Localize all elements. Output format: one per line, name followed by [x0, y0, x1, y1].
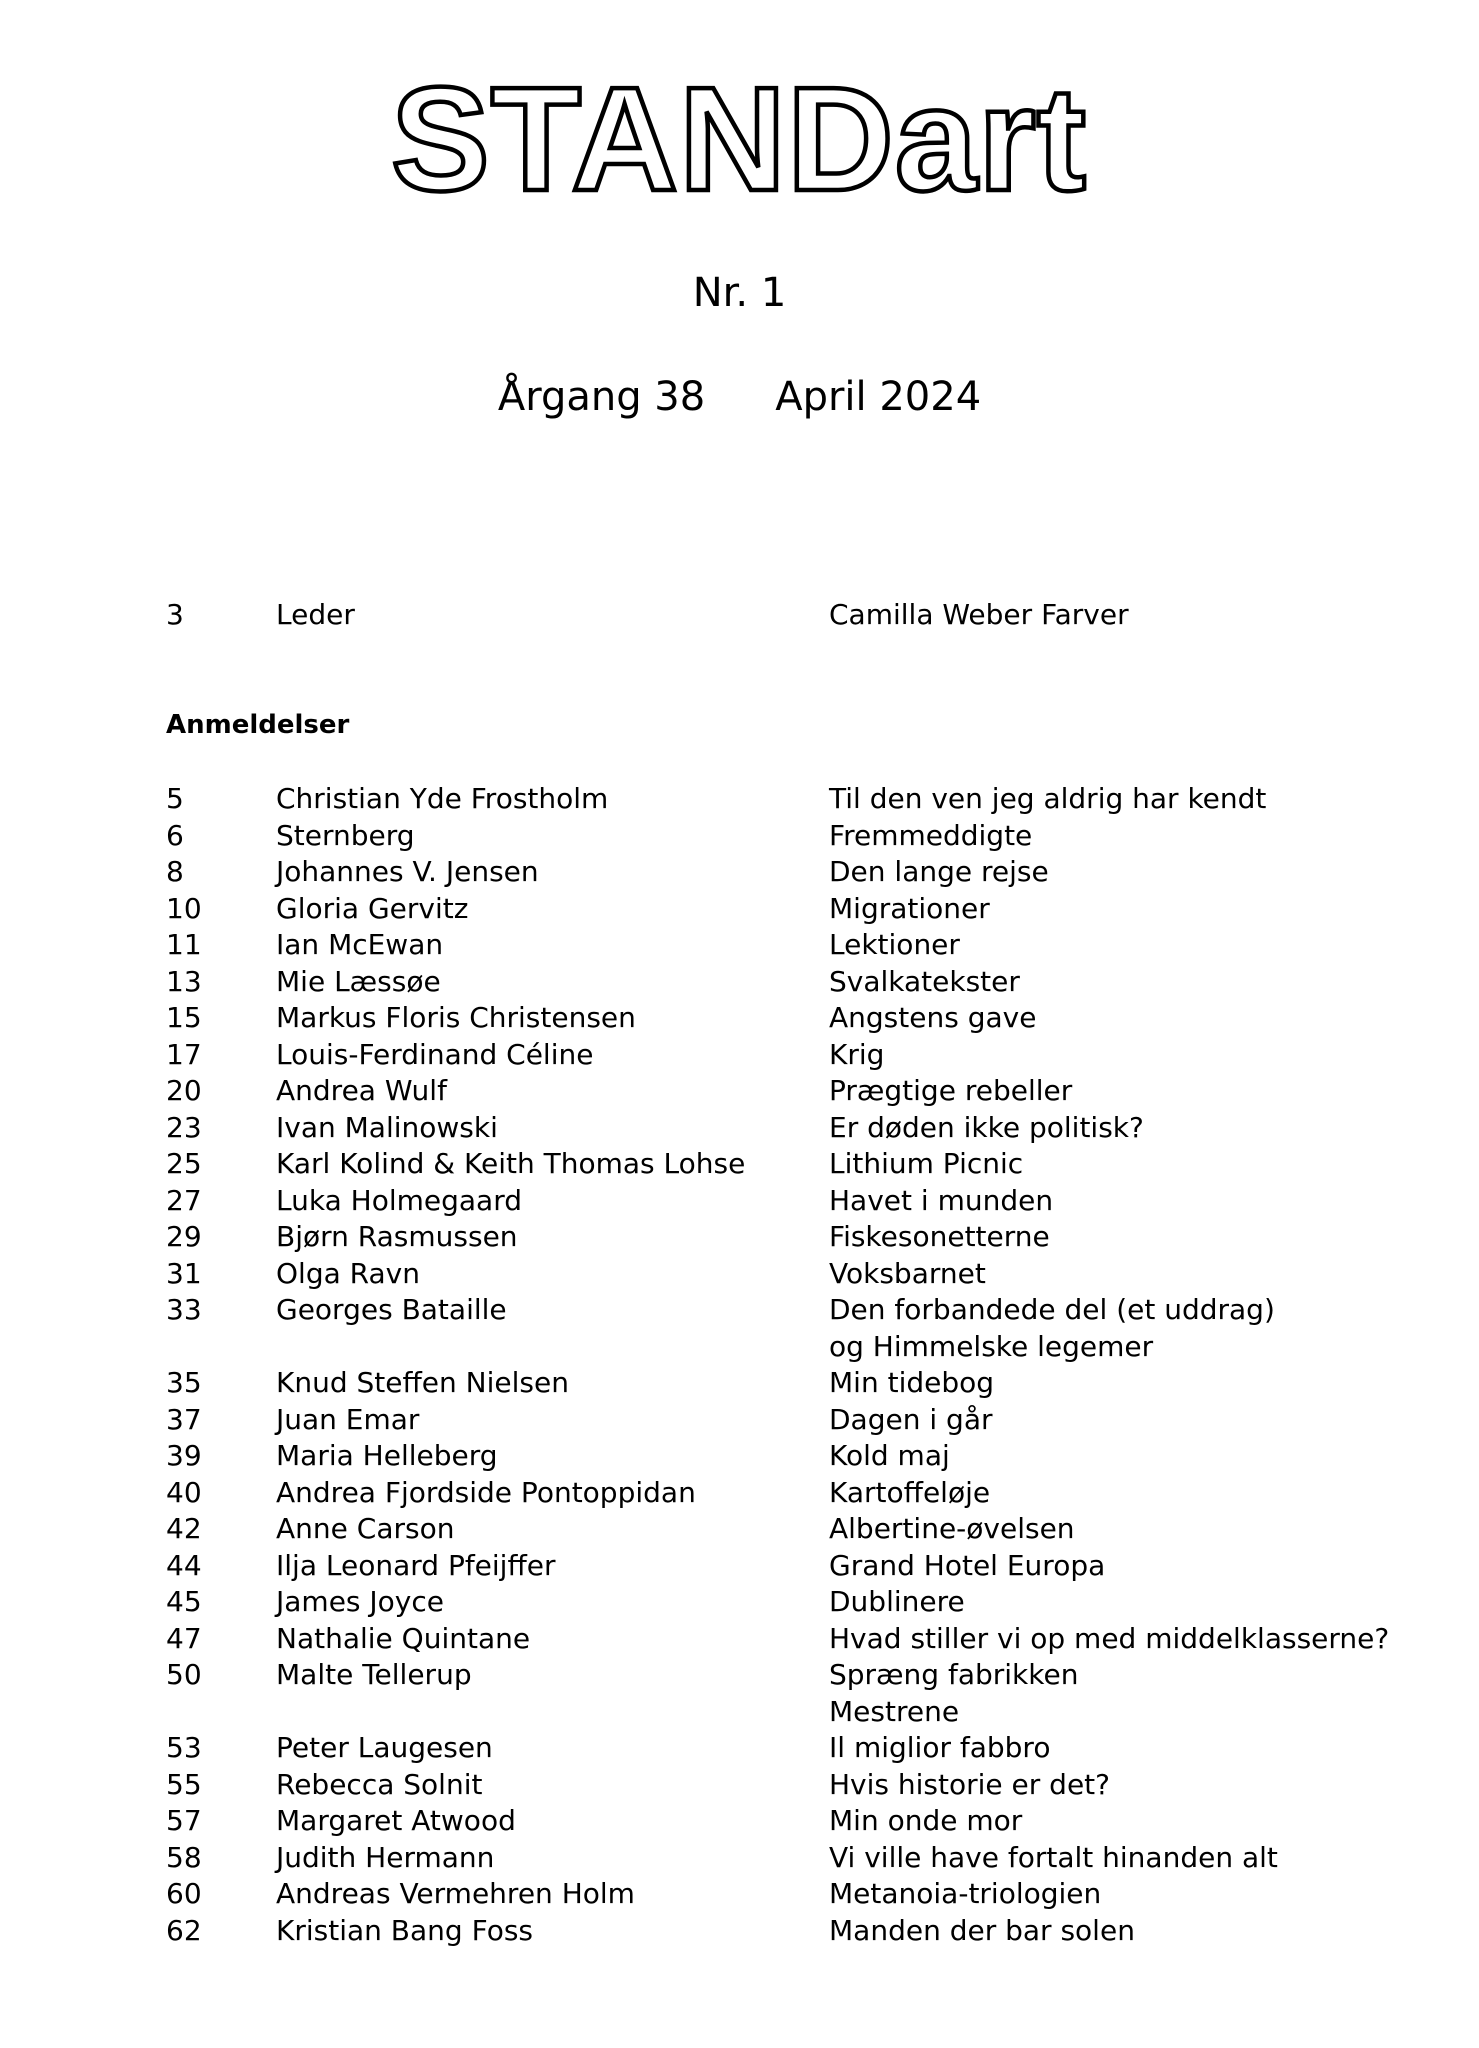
page-number: 35: [166, 1366, 202, 1399]
page-number: 39: [166, 1439, 202, 1472]
table-row: [0, 1182, 1479, 1219]
table-row: [0, 1912, 1479, 1949]
page-number: 40: [166, 1475, 202, 1509]
review-title: Den forbandede del (et uddrag): [829, 1293, 1275, 1326]
page-number: 5: [166, 782, 184, 815]
review-author: Juan Emar: [276, 1402, 420, 1436]
page-number: 8: [166, 855, 184, 888]
review-author: Judith Hermann: [276, 1840, 495, 1874]
review-author: Malte Tellerup: [276, 1658, 472, 1691]
review-title: Svalkatekster: [829, 964, 1020, 998]
page-number: 37: [166, 1402, 202, 1436]
page-number: 3: [166, 598, 184, 631]
review-title: Den lange rejse: [829, 855, 1049, 888]
page-number: 11: [166, 928, 202, 961]
page-number: 13: [166, 964, 202, 998]
table-row: [0, 1839, 1479, 1876]
page-number: 33: [166, 1293, 202, 1326]
review-title: Albertine-øvelsen: [829, 1512, 1075, 1545]
review-title: og Himmelske legemer: [829, 1329, 1154, 1363]
review-author: Margaret Atwood: [276, 1804, 516, 1837]
review-author: Bjørn Rasmussen: [276, 1220, 518, 1253]
review-author: Kristian Bang Foss: [276, 1913, 534, 1947]
review-author: Johannes V. Jensen: [276, 855, 539, 888]
entry-author: Camilla Weber Farver: [829, 598, 1129, 631]
review-title: Min onde mor: [829, 1804, 1023, 1837]
review-author: Andrea Fjordside Pontoppidan: [276, 1475, 696, 1509]
review-author: Anne Carson: [276, 1512, 455, 1545]
page-number: 20: [166, 1074, 202, 1107]
table-row: [0, 1802, 1479, 1839]
review-title: Metanoia-triologien: [829, 1877, 1102, 1910]
page-number: 29: [166, 1220, 202, 1253]
table-row: [0, 1036, 1479, 1073]
volume-label: Årgang 38: [497, 374, 706, 420]
page-number: 50: [166, 1658, 202, 1691]
table-row: [0, 1510, 1479, 1547]
table-row: [0, 1766, 1479, 1803]
issue-meta: [0, 374, 1479, 420]
review-author: Andreas Vermehren Holm: [276, 1877, 635, 1910]
entry-label: Leder: [276, 598, 355, 631]
page-number: 44: [166, 1548, 202, 1582]
review-title: Manden der bar solen: [829, 1913, 1135, 1947]
table-row: [0, 1583, 1479, 1620]
review-author: Peter Laugesen: [276, 1731, 493, 1764]
page-number: 53: [166, 1731, 202, 1764]
review-author: Ivan Malinowski: [276, 1110, 498, 1144]
review-title: Fremmeddigte: [829, 818, 1033, 852]
review-title: Prægtige rebeller: [829, 1074, 1073, 1107]
issue-number: Nr. 1: [692, 270, 787, 316]
page-number: 25: [166, 1147, 202, 1180]
table-row: [0, 1291, 1479, 1328]
review-author: Ilja Leonard Pfeijffer: [276, 1548, 556, 1582]
review-author: Andrea Wulf: [276, 1074, 447, 1107]
page-number: 57: [166, 1804, 202, 1837]
table-row: [0, 817, 1479, 854]
page-number: 47: [166, 1621, 202, 1655]
review-author: Knud Steffen Nielsen: [276, 1366, 569, 1399]
review-author: Louis-Ferdinand Céline: [276, 1037, 594, 1071]
review-title: Til den ven jeg aldrig har kendt: [829, 782, 1267, 815]
review-title: Krig: [829, 1037, 885, 1071]
review-title: Vi ville have fortalt hinanden alt: [829, 1840, 1278, 1874]
page-number: 6: [166, 818, 184, 852]
page-number: 55: [166, 1767, 202, 1801]
review-author: Olga Ravn: [276, 1256, 420, 1290]
review-author: Ian McEwan: [276, 928, 444, 961]
page-number: 42: [166, 1512, 202, 1545]
review-author: Gloria Gervitz: [276, 891, 469, 925]
review-author: Nathalie Quintane: [276, 1621, 531, 1655]
review-title: Spræng fabrikken: [829, 1658, 1079, 1691]
table-row: [0, 1401, 1479, 1438]
review-author: Georges Bataille: [276, 1293, 507, 1326]
review-title: Kold maj: [829, 1439, 950, 1472]
review-title: Fiskesonetterne: [829, 1220, 1050, 1253]
table-row: [0, 1656, 1479, 1693]
table-row: [0, 926, 1479, 963]
table-row: [0, 1364, 1479, 1401]
review-title: Kartoffeløje: [829, 1475, 991, 1509]
review-title: Hvad stiller vi op med middelklasserne?: [829, 1621, 1390, 1655]
review-title: Mestrene: [829, 1694, 960, 1728]
page-number: 58: [166, 1840, 202, 1874]
page-number: 45: [166, 1585, 202, 1618]
table-row: [0, 1218, 1479, 1255]
table-row: [0, 1547, 1479, 1584]
table-row: [0, 1255, 1479, 1292]
review-author: Christian Yde Frostholm: [276, 782, 609, 815]
issue-date: April 2024: [775, 374, 982, 420]
review-author: Luka Holmegaard: [276, 1183, 522, 1217]
review-author: James Joyce: [276, 1585, 444, 1618]
table-row: [0, 1693, 1479, 1730]
page-number: 31: [166, 1256, 202, 1290]
review-title: Dublinere: [829, 1585, 965, 1618]
review-title: Grand Hotel Europa: [829, 1548, 1106, 1582]
table-row: [0, 999, 1479, 1036]
table-row: [0, 963, 1479, 1000]
page-number: 27: [166, 1183, 202, 1217]
table-row: [0, 1729, 1479, 1766]
review-title: Min tidebog: [829, 1366, 995, 1399]
table-row: [0, 780, 1479, 817]
logo-text: STANDart: [391, 62, 1087, 212]
standart-logo: [0, 62, 1479, 212]
page-number: 15: [166, 1001, 202, 1034]
review-title: Voksbarnet: [829, 1256, 986, 1290]
table-row: [0, 1620, 1479, 1657]
page-number: 62: [166, 1913, 202, 1947]
page-number: 17: [166, 1037, 202, 1071]
review-author: Maria Helleberg: [276, 1439, 498, 1472]
table-row: [0, 1875, 1479, 1912]
page-number: 23: [166, 1110, 202, 1144]
table-row: [0, 1072, 1479, 1109]
section-heading: Anmeldelser: [166, 710, 350, 740]
review-title: Havet i munden: [829, 1183, 1054, 1217]
page-number: 10: [166, 891, 202, 925]
table-row: [0, 1437, 1479, 1474]
review-title: Lithium Picnic: [829, 1147, 1024, 1180]
review-author: Karl Kolind & Keith Thomas Lohse: [276, 1147, 746, 1180]
review-title: Lektioner: [829, 928, 960, 961]
table-row: [0, 1474, 1479, 1511]
table-row: [0, 890, 1479, 927]
review-title: Er døden ikke politisk?: [829, 1110, 1144, 1144]
table-row: [0, 1145, 1479, 1182]
review-author: Mie Læssøe: [276, 964, 441, 998]
review-title: Hvis historie er det?: [829, 1767, 1111, 1801]
review-author: Markus Floris Christensen: [276, 1001, 636, 1034]
review-title: Migrationer: [829, 891, 990, 925]
review-author: Rebecca Solnit: [276, 1767, 483, 1801]
review-title: Angstens gave: [829, 1001, 1037, 1034]
review-author: Sternberg: [276, 818, 415, 852]
review-title: Il miglior fabbro: [829, 1731, 1051, 1764]
toc-row-leader: [0, 596, 1479, 633]
table-row: [0, 853, 1479, 890]
table-row: [0, 1109, 1479, 1146]
review-title: Dagen i går: [829, 1402, 993, 1436]
table-row: [0, 1328, 1479, 1365]
page-number: 60: [166, 1877, 202, 1910]
